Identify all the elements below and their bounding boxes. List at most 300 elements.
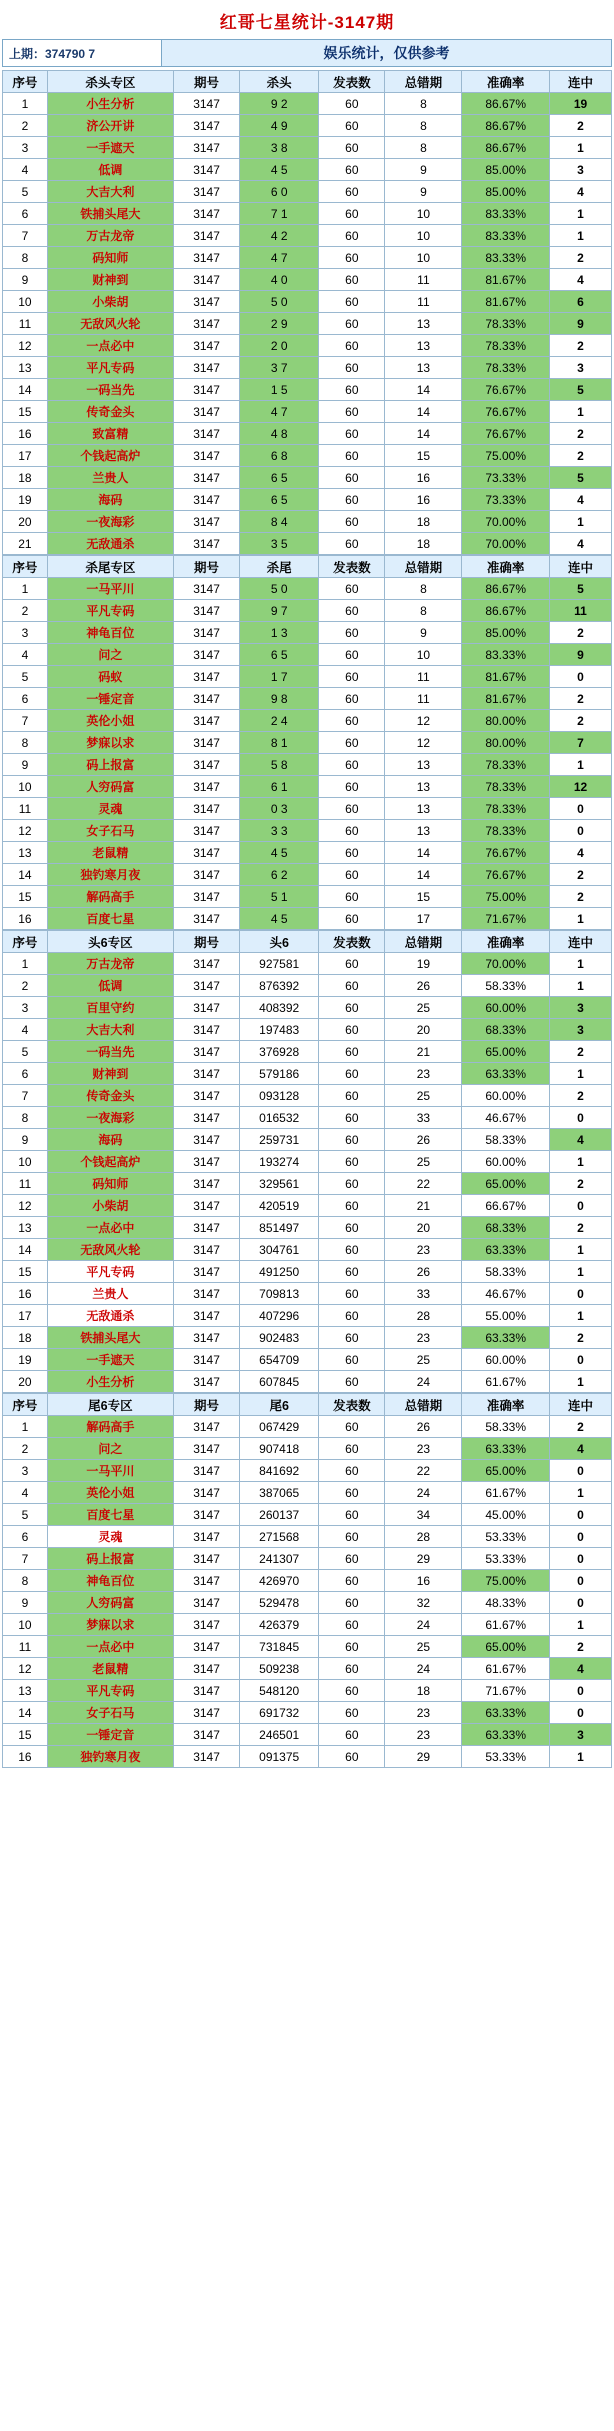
cell-index: 9	[3, 1129, 48, 1151]
cell-period: 3147	[173, 335, 239, 357]
table-row	[3, 247, 612, 269]
cell-streak: 9	[549, 644, 611, 666]
cell-count: 60	[319, 1438, 385, 1460]
cell-accuracy: 58.33%	[462, 1416, 550, 1438]
cell-kill: 3 8	[240, 137, 319, 159]
cell-wrong: 16	[385, 1570, 462, 1592]
cell-streak: 0	[549, 1349, 611, 1371]
cell-zone-name: 码知师	[47, 247, 173, 269]
table-row	[3, 688, 612, 710]
cell-streak: 4	[549, 181, 611, 203]
cell-index: 18	[3, 467, 48, 489]
cell-streak: 0	[549, 1548, 611, 1570]
cell-accuracy: 71.67%	[462, 908, 550, 930]
previous-period-label: 上期：374790 7	[3, 40, 162, 66]
cell-accuracy: 80.00%	[462, 732, 550, 754]
cell-period: 3147	[173, 1283, 239, 1305]
cell-index: 13	[3, 357, 48, 379]
table-row	[3, 820, 612, 842]
cell-accuracy: 60.00%	[462, 1085, 550, 1107]
cell-kill: 246501	[240, 1724, 319, 1746]
cell-zone-name: 无敌风火轮	[47, 1239, 173, 1261]
table-row	[3, 1371, 612, 1393]
cell-count: 60	[319, 578, 385, 600]
column-header-index: 序号	[3, 931, 48, 953]
cell-accuracy: 58.33%	[462, 975, 550, 997]
cell-period: 3147	[173, 401, 239, 423]
table-row	[3, 666, 612, 688]
cell-kill: 197483	[240, 1019, 319, 1041]
cell-streak: 5	[549, 467, 611, 489]
cell-wrong: 22	[385, 1460, 462, 1482]
cell-zone-name: 梦寐以求	[47, 1614, 173, 1636]
cell-zone-name: 英伦小姐	[47, 710, 173, 732]
cell-wrong: 11	[385, 291, 462, 313]
cell-index: 10	[3, 291, 48, 313]
cell-index: 6	[3, 688, 48, 710]
cell-accuracy: 76.67%	[462, 379, 550, 401]
cell-index: 8	[3, 1107, 48, 1129]
cell-index: 16	[3, 908, 48, 930]
cell-period: 3147	[173, 1658, 239, 1680]
cell-streak: 2	[549, 1327, 611, 1349]
cell-streak: 1	[549, 1482, 611, 1504]
table-row	[3, 908, 612, 930]
cell-kill: 6 5	[240, 489, 319, 511]
cell-index: 13	[3, 842, 48, 864]
cell-period: 3147	[173, 159, 239, 181]
cell-index: 3	[3, 1460, 48, 1482]
cell-zone-name: 无敌通杀	[47, 533, 173, 555]
table-row	[3, 115, 612, 137]
cell-count: 60	[319, 313, 385, 335]
cell-index: 13	[3, 1680, 48, 1702]
column-header-count: 发表数	[319, 71, 385, 93]
cell-kill: 607845	[240, 1371, 319, 1393]
cell-zone-name: 铁捕头尾大	[47, 1327, 173, 1349]
cell-count: 60	[319, 203, 385, 225]
table-row	[3, 1592, 612, 1614]
cell-count: 60	[319, 401, 385, 423]
cell-index: 14	[3, 1702, 48, 1724]
cell-streak: 0	[549, 1460, 611, 1482]
cell-zone-name: 万古龙帝	[47, 953, 173, 975]
cell-streak: 1	[549, 137, 611, 159]
cell-accuracy: 53.33%	[462, 1746, 550, 1768]
table-row	[3, 159, 612, 181]
cell-wrong: 26	[385, 1261, 462, 1283]
cell-wrong: 28	[385, 1526, 462, 1548]
cell-zone-name: 神龟百位	[47, 1570, 173, 1592]
column-header-zone: 尾6专区	[47, 1394, 173, 1416]
cell-wrong: 8	[385, 93, 462, 115]
cell-accuracy: 71.67%	[462, 1680, 550, 1702]
cell-period: 3147	[173, 379, 239, 401]
cell-streak: 0	[549, 1680, 611, 1702]
cell-count: 60	[319, 820, 385, 842]
table-row	[3, 1570, 612, 1592]
cell-count: 60	[319, 997, 385, 1019]
cell-period: 3147	[173, 644, 239, 666]
cell-kill: 548120	[240, 1680, 319, 1702]
cell-zone-name: 一马平川	[47, 578, 173, 600]
cell-streak: 1	[549, 1239, 611, 1261]
cell-zone-name: 财神到	[47, 269, 173, 291]
cell-index: 4	[3, 1482, 48, 1504]
cell-wrong: 34	[385, 1504, 462, 1526]
table-row	[3, 467, 612, 489]
cell-period: 3147	[173, 423, 239, 445]
cell-streak: 2	[549, 423, 611, 445]
cell-kill: 3 7	[240, 357, 319, 379]
cell-accuracy: 45.00%	[462, 1504, 550, 1526]
cell-kill: 420519	[240, 1195, 319, 1217]
cell-period: 3147	[173, 533, 239, 555]
cell-period: 3147	[173, 1327, 239, 1349]
cell-period: 3147	[173, 1239, 239, 1261]
cell-streak: 2	[549, 1636, 611, 1658]
cell-period: 3147	[173, 1041, 239, 1063]
table-row	[3, 1217, 612, 1239]
cell-count: 60	[319, 1217, 385, 1239]
table-row	[3, 445, 612, 467]
cell-accuracy: 68.33%	[462, 1217, 550, 1239]
cell-zone-name: 兰贵人	[47, 467, 173, 489]
cell-kill: 8 4	[240, 511, 319, 533]
cell-index: 19	[3, 489, 48, 511]
column-header-kill: 头6	[240, 931, 319, 953]
column-header-wrong: 总错期	[385, 1394, 462, 1416]
table-row	[3, 1041, 612, 1063]
column-header-streak: 连中	[549, 931, 611, 953]
cell-accuracy: 83.33%	[462, 225, 550, 247]
cell-kill: 2 4	[240, 710, 319, 732]
column-header-wrong: 总错期	[385, 71, 462, 93]
cell-streak: 0	[549, 1570, 611, 1592]
cell-period: 3147	[173, 313, 239, 335]
cell-kill: 6 2	[240, 864, 319, 886]
cell-kill: 4 2	[240, 225, 319, 247]
cell-kill: 408392	[240, 997, 319, 1019]
cell-zone-name: 码蚁	[47, 666, 173, 688]
cell-period: 3147	[173, 1107, 239, 1129]
cell-period: 3147	[173, 1438, 239, 1460]
cell-kill: 241307	[240, 1548, 319, 1570]
cell-kill: 376928	[240, 1041, 319, 1063]
cell-period: 3147	[173, 908, 239, 930]
cell-period: 3147	[173, 953, 239, 975]
table-row	[3, 1129, 612, 1151]
cell-streak: 12	[549, 776, 611, 798]
cell-accuracy: 86.67%	[462, 600, 550, 622]
cell-period: 3147	[173, 578, 239, 600]
cell-period: 3147	[173, 1592, 239, 1614]
table-row	[3, 1063, 612, 1085]
cell-wrong: 8	[385, 600, 462, 622]
cell-kill: 259731	[240, 1129, 319, 1151]
cell-zone-name: 人穷码富	[47, 1592, 173, 1614]
cell-index: 15	[3, 1261, 48, 1283]
cell-count: 60	[319, 1151, 385, 1173]
cell-count: 60	[319, 1327, 385, 1349]
cell-zone-name: 一点必中	[47, 1636, 173, 1658]
cell-streak: 2	[549, 1416, 611, 1438]
cell-index: 2	[3, 1438, 48, 1460]
cell-index: 18	[3, 1327, 48, 1349]
table-row	[3, 886, 612, 908]
cell-streak: 1	[549, 975, 611, 997]
cell-zone-name: 女子石马	[47, 1702, 173, 1724]
cell-streak: 5	[549, 379, 611, 401]
table-row	[3, 644, 612, 666]
cell-zone-name: 万古龙帝	[47, 225, 173, 247]
cell-index: 6	[3, 1526, 48, 1548]
cell-streak: 0	[549, 1504, 611, 1526]
cell-index: 15	[3, 1724, 48, 1746]
cell-period: 3147	[173, 688, 239, 710]
cell-accuracy: 78.33%	[462, 357, 550, 379]
cell-index: 15	[3, 886, 48, 908]
cell-wrong: 20	[385, 1019, 462, 1041]
cell-index: 1	[3, 953, 48, 975]
cell-accuracy: 63.33%	[462, 1724, 550, 1746]
cell-wrong: 16	[385, 467, 462, 489]
cell-count: 60	[319, 1371, 385, 1393]
column-header-count: 发表数	[319, 1394, 385, 1416]
table-header-row	[3, 1394, 612, 1416]
table-row	[3, 1107, 612, 1129]
cell-count: 60	[319, 1063, 385, 1085]
cell-streak: 0	[549, 820, 611, 842]
cell-period: 3147	[173, 820, 239, 842]
cell-zone-name: 兰贵人	[47, 1283, 173, 1305]
cell-kill: 5 0	[240, 291, 319, 313]
cell-period: 3147	[173, 776, 239, 798]
table-row	[3, 137, 612, 159]
cell-streak: 9	[549, 313, 611, 335]
cell-zone-name: 一点必中	[47, 335, 173, 357]
table-row	[3, 1239, 612, 1261]
cell-count: 60	[319, 1746, 385, 1768]
cell-index: 1	[3, 93, 48, 115]
cell-count: 60	[319, 291, 385, 313]
cell-streak: 1	[549, 1261, 611, 1283]
cell-kill: 4 5	[240, 159, 319, 181]
cell-streak: 19	[549, 93, 611, 115]
cell-kill: 851497	[240, 1217, 319, 1239]
cell-wrong: 13	[385, 776, 462, 798]
cell-count: 60	[319, 511, 385, 533]
cell-accuracy: 81.67%	[462, 666, 550, 688]
cell-accuracy: 63.33%	[462, 1063, 550, 1085]
cell-streak: 0	[549, 1526, 611, 1548]
cell-kill: 2 9	[240, 313, 319, 335]
cell-count: 60	[319, 1305, 385, 1327]
cell-period: 3147	[173, 886, 239, 908]
cell-accuracy: 76.67%	[462, 423, 550, 445]
cell-accuracy: 61.67%	[462, 1482, 550, 1504]
cell-streak: 1	[549, 908, 611, 930]
cell-streak: 1	[549, 1746, 611, 1768]
cell-wrong: 16	[385, 489, 462, 511]
cell-count: 60	[319, 489, 385, 511]
cell-accuracy: 58.33%	[462, 1129, 550, 1151]
cell-zone-name: 一夜海彩	[47, 1107, 173, 1129]
table-row	[3, 313, 612, 335]
cell-index: 8	[3, 247, 48, 269]
cell-accuracy: 66.67%	[462, 1195, 550, 1217]
cell-kill: 093128	[240, 1085, 319, 1107]
cell-count: 60	[319, 159, 385, 181]
cell-kill: 4 9	[240, 115, 319, 137]
cell-count: 60	[319, 600, 385, 622]
table-row	[3, 1085, 612, 1107]
cell-streak: 0	[549, 1283, 611, 1305]
cell-count: 60	[319, 379, 385, 401]
cell-count: 60	[319, 1614, 385, 1636]
cell-kill: 1 7	[240, 666, 319, 688]
cell-wrong: 11	[385, 269, 462, 291]
cell-zone-name: 一点必中	[47, 1217, 173, 1239]
cell-index: 4	[3, 159, 48, 181]
cell-zone-name: 独钓寒月夜	[47, 1746, 173, 1768]
cell-index: 8	[3, 1570, 48, 1592]
cell-period: 3147	[173, 225, 239, 247]
cell-wrong: 24	[385, 1614, 462, 1636]
cell-period: 3147	[173, 622, 239, 644]
cell-accuracy: 73.33%	[462, 467, 550, 489]
cell-wrong: 22	[385, 1173, 462, 1195]
cell-wrong: 13	[385, 798, 462, 820]
cell-period: 3147	[173, 357, 239, 379]
cell-wrong: 10	[385, 203, 462, 225]
cell-kill: 9 7	[240, 600, 319, 622]
cell-accuracy: 78.33%	[462, 313, 550, 335]
table-row	[3, 732, 612, 754]
table-row	[3, 1724, 612, 1746]
cell-accuracy: 78.33%	[462, 820, 550, 842]
cell-index: 5	[3, 1504, 48, 1526]
cell-streak: 0	[549, 1592, 611, 1614]
cell-zone-name: 问之	[47, 1438, 173, 1460]
cell-streak: 1	[549, 754, 611, 776]
cell-count: 60	[319, 886, 385, 908]
cell-accuracy: 65.00%	[462, 1173, 550, 1195]
cell-count: 60	[319, 1680, 385, 1702]
cell-kill: 9 2	[240, 93, 319, 115]
cell-index: 6	[3, 203, 48, 225]
cell-zone-name: 老鼠精	[47, 1658, 173, 1680]
cell-zone-name: 码知师	[47, 1173, 173, 1195]
cell-accuracy: 65.00%	[462, 1041, 550, 1063]
cell-accuracy: 86.67%	[462, 93, 550, 115]
table-row	[3, 1636, 612, 1658]
cell-zone-name: 百里守约	[47, 997, 173, 1019]
cell-accuracy: 55.00%	[462, 1305, 550, 1327]
cell-wrong: 18	[385, 511, 462, 533]
cell-count: 60	[319, 247, 385, 269]
cell-zone-name: 问之	[47, 644, 173, 666]
cell-wrong: 23	[385, 1724, 462, 1746]
cell-wrong: 11	[385, 688, 462, 710]
cell-index: 20	[3, 511, 48, 533]
table-row	[3, 181, 612, 203]
cell-zone-name: 传奇金头	[47, 1085, 173, 1107]
column-header-period: 期号	[173, 71, 239, 93]
cell-period: 3147	[173, 1746, 239, 1768]
cell-streak: 2	[549, 1173, 611, 1195]
cell-count: 60	[319, 93, 385, 115]
cell-streak: 2	[549, 688, 611, 710]
cell-index: 7	[3, 225, 48, 247]
cell-wrong: 9	[385, 159, 462, 181]
cell-index: 11	[3, 1173, 48, 1195]
cell-accuracy: 46.67%	[462, 1107, 550, 1129]
cell-wrong: 8	[385, 115, 462, 137]
cell-wrong: 21	[385, 1041, 462, 1063]
cell-accuracy: 76.67%	[462, 864, 550, 886]
cell-count: 60	[319, 688, 385, 710]
table-row	[3, 1195, 612, 1217]
cell-wrong: 12	[385, 732, 462, 754]
cell-kill: 876392	[240, 975, 319, 997]
cell-zone-name: 解码高手	[47, 1416, 173, 1438]
cell-wrong: 24	[385, 1482, 462, 1504]
cell-streak: 1	[549, 203, 611, 225]
cell-wrong: 26	[385, 1129, 462, 1151]
cell-count: 60	[319, 115, 385, 137]
cell-zone-name: 小柴胡	[47, 291, 173, 313]
cell-count: 60	[319, 1482, 385, 1504]
column-header-accuracy: 准确率	[462, 71, 550, 93]
cell-accuracy: 60.00%	[462, 1349, 550, 1371]
cell-wrong: 24	[385, 1371, 462, 1393]
table-row	[3, 1416, 612, 1438]
cell-wrong: 13	[385, 357, 462, 379]
column-header-kill: 尾6	[240, 1394, 319, 1416]
cell-accuracy: 46.67%	[462, 1283, 550, 1305]
cell-index: 12	[3, 820, 48, 842]
cell-zone-name: 平凡专码	[47, 1680, 173, 1702]
cell-kill: 6 1	[240, 776, 319, 798]
cell-count: 60	[319, 864, 385, 886]
cell-wrong: 9	[385, 181, 462, 203]
cell-streak: 3	[549, 1019, 611, 1041]
cell-zone-name: 一码当先	[47, 1041, 173, 1063]
cell-accuracy: 65.00%	[462, 1460, 550, 1482]
cell-streak: 2	[549, 335, 611, 357]
cell-zone-name: 低调	[47, 159, 173, 181]
cell-count: 60	[319, 710, 385, 732]
cell-period: 3147	[173, 445, 239, 467]
cell-kill: 329561	[240, 1173, 319, 1195]
sub-header-bar	[2, 39, 612, 67]
cell-kill: 067429	[240, 1416, 319, 1438]
cell-kill: 491250	[240, 1261, 319, 1283]
cell-count: 60	[319, 533, 385, 555]
cell-kill: 902483	[240, 1327, 319, 1349]
table-row	[3, 225, 612, 247]
cell-count: 60	[319, 622, 385, 644]
cell-kill: 407296	[240, 1305, 319, 1327]
cell-period: 3147	[173, 975, 239, 997]
table-row	[3, 357, 612, 379]
cell-streak: 2	[549, 1041, 611, 1063]
cell-count: 60	[319, 357, 385, 379]
table-row	[3, 997, 612, 1019]
table-row	[3, 622, 612, 644]
cell-accuracy: 53.33%	[462, 1548, 550, 1570]
